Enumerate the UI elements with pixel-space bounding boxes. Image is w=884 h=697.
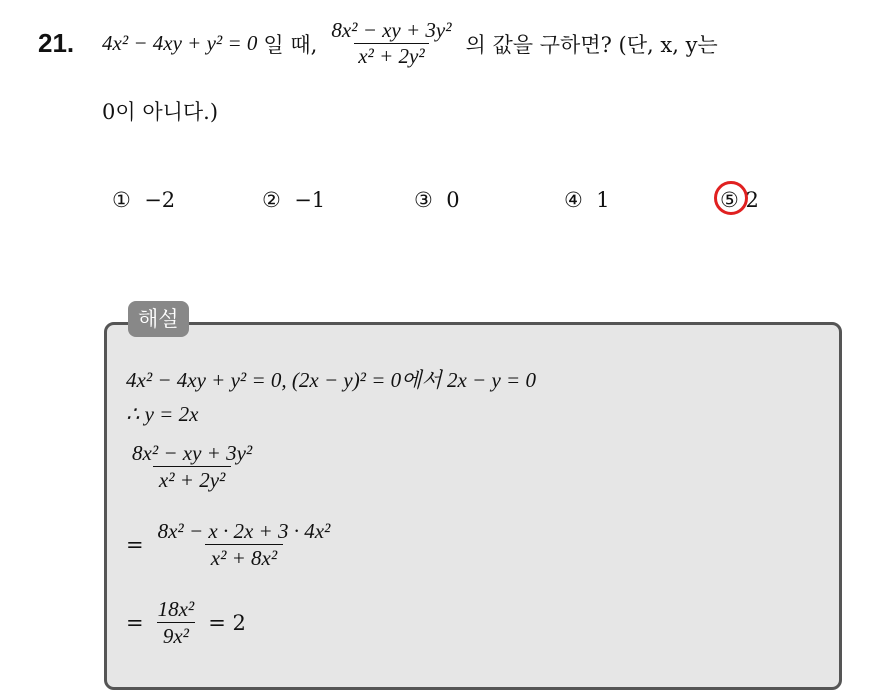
choice-mark: ③ [414,188,433,212]
solution-fraction-3 [126,596,246,650]
equals-sign: = [126,610,144,635]
answer-circle-mark [714,181,748,215]
solution-line-2: ∴ y = 2x [126,402,199,426]
choice-mark: ⑤ [720,188,739,212]
fraction-denominator: x² + 2y² [354,43,428,69]
solution-line-1: 4x² − 4xy + y² = 0, (2x − y)² = 0에서 2x − y = 0 [126,368,536,392]
question-line-1 [102,18,718,69]
solution-fraction-2 [126,518,336,572]
question-fraction [327,18,455,69]
ask-text: 의 값을 구하면? (단, x, y는 [465,32,718,57]
choice-mark: ④ [564,188,583,212]
choice-value: 2 [745,188,759,212]
fraction-numerator: 8x² − x · 2x + 3 · 4x² [157,519,331,543]
question-line-2: 0이 아니다.) [102,100,219,124]
final-result: = 2 [208,610,246,635]
choice-4[interactable] [564,188,610,212]
choice-value: −2 [144,188,176,212]
fraction-denominator: x² + 8x² [205,544,283,571]
choice-3[interactable] [414,188,460,212]
choice-value: −1 [294,188,326,212]
condition-equation: 4x² − 4xy + y² = 0 [102,31,258,56]
choice-mark: ① [112,188,131,212]
solution-tag: 해설 [128,301,189,337]
fraction-numerator: 18x² [157,597,195,621]
solution-fraction-1 [126,440,258,494]
choice-2[interactable] [262,188,325,212]
choice-value: 1 [596,188,610,212]
choice-1[interactable] [112,188,175,212]
choice-value: 0 [446,188,460,212]
choice-5[interactable] [720,188,759,212]
equals-sign: = [126,532,144,557]
question-number: 21. [38,28,75,58]
connector-text: 일 때, [263,32,318,57]
choice-mark: ② [262,188,281,212]
fraction-denominator: x² + 2y² [153,466,231,493]
fraction-denominator: 9x² [157,622,195,649]
fraction-numerator: 8x² − xy + 3y² [331,18,452,42]
fraction-numerator: 8x² − xy + 3y² [132,441,253,465]
